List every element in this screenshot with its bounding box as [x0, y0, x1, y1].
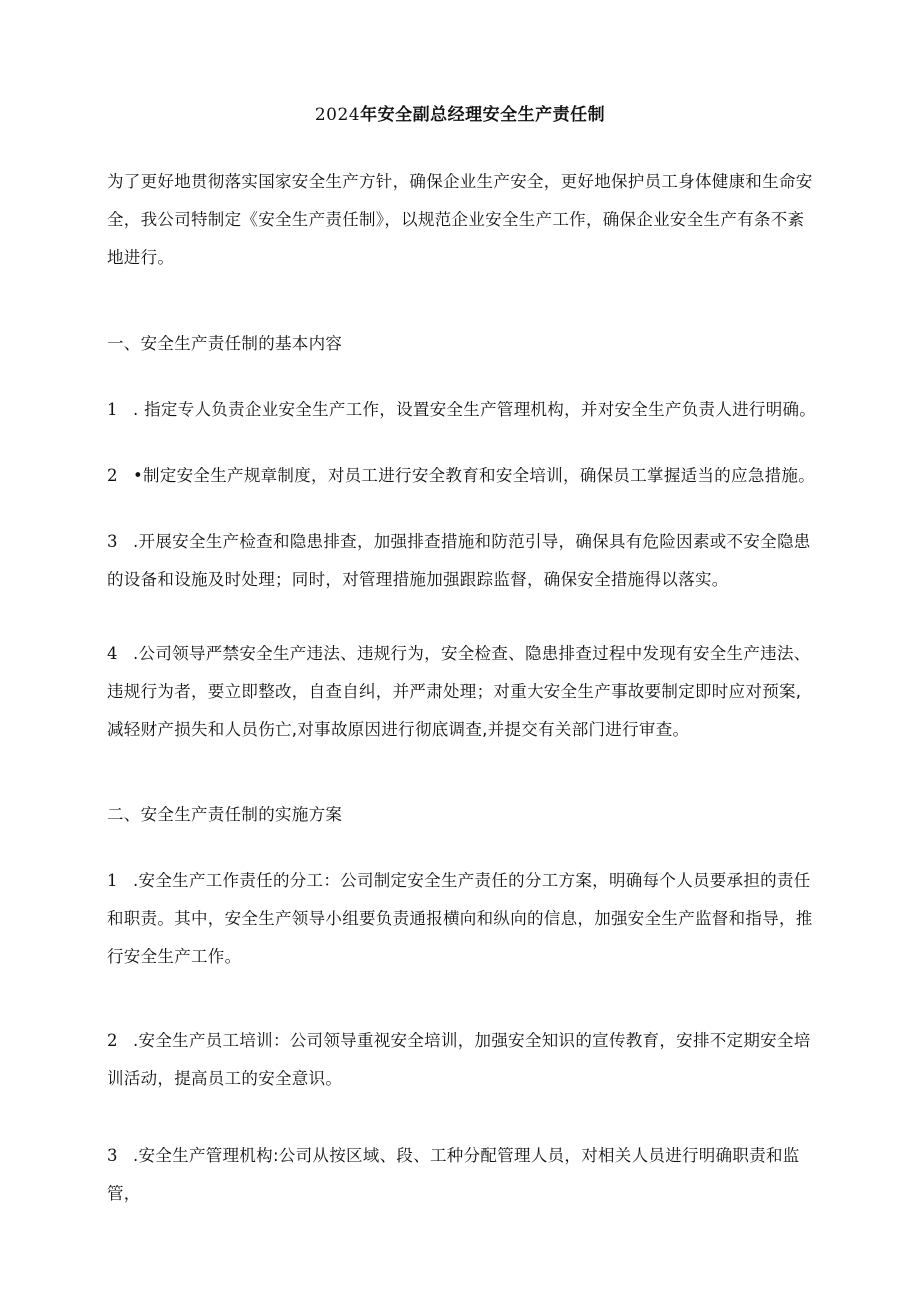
item-text: .安全生产员工培训：公司领导重视安全培训，加强安全知识的宣传教育，安排不定期安全培训活动，提高员工的安全意识。 — [107, 1031, 811, 1088]
item-number: 4 — [107, 644, 118, 663]
section-2-item-1 — [107, 862, 817, 976]
item-text: .公司领导严禁安全生产违法、违规行为，安全检查、隐患排查过程中发现有安全生产违法、违规行为者，要立即整改，自查自纠，并严肃处理；对重大安全生产事故要制定即时应对预案,减轻财产损失和人员伤亡,对事故原因进行彻底调查,并提交有关部门进行审查。 — [107, 644, 811, 739]
item-text: .安全生产管理机构:公司从按区域、段、工种分配管理人员，对相关人员进行明确职责和监管， — [107, 1146, 800, 1203]
section-1-item-1 — [107, 391, 817, 429]
section-1-heading: 一、安全生产责任制的基本内容 — [107, 334, 343, 353]
item-number: 2 — [107, 1031, 118, 1050]
item-text: .安全生产工作责任的分工：公司制定安全生产责任的分工方案，明确每个人员要承担的责任和职责。其中，安全生产领导小组要负责通报横向和纵向的信息，加强安全生产监督和指导，推行安全生产工作。 — [107, 871, 813, 966]
item-text: .开展安全生产检查和隐患排查，加强排查措施和防范引导，确保具有危险因素或不安全隐患的设备和设施及时处理；同时，对管理措施加强跟踪监督，确保安全措施得以落实。 — [107, 532, 811, 589]
item-number: 1 — [107, 400, 118, 419]
section-1-item-2 — [107, 457, 817, 495]
item-text: •制定安全生产规章制度，对员工进行安全教育和安全培训，确保员工掌握适当的应急措施。 — [133, 466, 816, 485]
section-2-item-3 — [107, 1137, 817, 1213]
document-title — [0, 102, 920, 128]
section-1-item-3 — [107, 523, 817, 599]
section-2-item-2 — [107, 1022, 817, 1098]
title-year: 2024 — [314, 105, 361, 125]
item-number: 1 — [107, 871, 118, 890]
section-1-item-4 — [107, 635, 817, 749]
title-text: 年安全副总经理安全生产责任制 — [360, 105, 606, 125]
intro-paragraph: 为了更好地贯彻落实国家安全生产方针，确保企业生产安全，更好地保护员工身体健康和生命安全，我公司特制定《安全生产责任制》，以规范企业安全生产工作，确保企业安全生产有条不紊地进行。 — [107, 172, 813, 267]
item-text: . 指定专人负责企业安全生产工作，设置安全生产管理机构，并对安全生产负责人进行明确。 — [133, 400, 817, 419]
item-number: 2 — [107, 466, 118, 485]
item-number: 3 — [107, 1146, 118, 1165]
section-2-heading: 二、安全生产责任制的实施方案 — [107, 805, 343, 824]
item-number: 3 — [107, 532, 118, 551]
